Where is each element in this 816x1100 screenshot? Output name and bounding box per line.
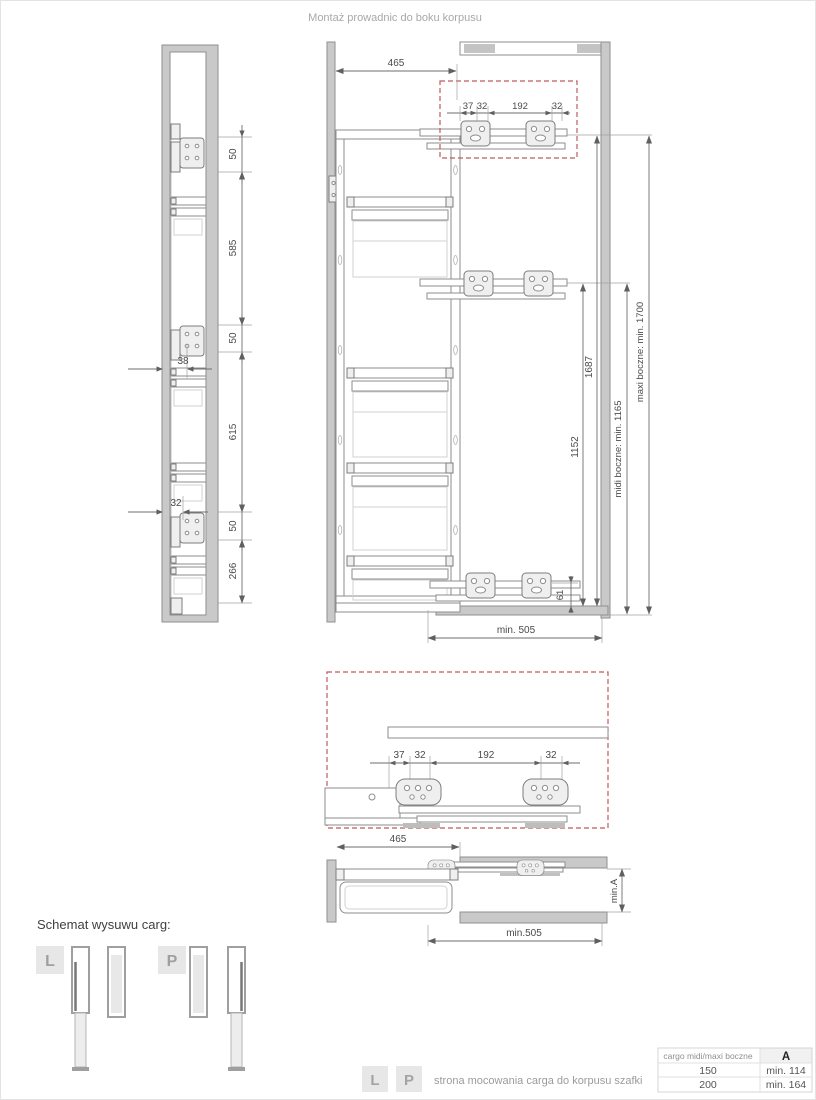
- front-dim-61-label: 61: [555, 589, 566, 601]
- detail-dim-192-label: 192: [477, 750, 495, 761]
- front-left-wall: [327, 42, 335, 622]
- front-dim-1687: [584, 136, 597, 606]
- schema-unit-P-closed: [190, 947, 207, 1017]
- front-dim-min505-label: min. 505: [496, 625, 536, 636]
- detail-rails: [399, 806, 580, 828]
- top-slide-rail: [420, 121, 567, 149]
- side-bracket-middle: [171, 326, 204, 360]
- front-dim-465-label: 465: [387, 58, 405, 69]
- front-dim-maxi: [635, 136, 649, 614]
- side-dim-38-label: 38: [177, 356, 189, 367]
- detail-dim-32r-label: 32: [545, 750, 557, 761]
- side-dim-32-label: 32: [170, 498, 182, 509]
- side-dim-50-bot-label: 50: [228, 520, 239, 532]
- spec-table-col2-header: A: [781, 1051, 791, 1063]
- pullout-dim-min505: [428, 923, 602, 946]
- front-dim-465: [336, 58, 457, 100]
- schema-title: Schemat wysuwu carg:: [37, 917, 171, 932]
- front-dim-1152-label: 1152: [570, 436, 581, 458]
- schema-unit-L-pulled: [72, 947, 89, 1071]
- front-dim-32l-label: 32: [476, 101, 488, 112]
- front-view: [327, 42, 652, 643]
- detail-dim-32l-label: 32: [414, 750, 426, 761]
- pullout-dim-465-label: 465: [389, 834, 407, 845]
- side-dim-50-top-label: 50: [228, 148, 239, 160]
- footer-note-text: strona mocowania carga do korpusu szafki: [434, 1075, 643, 1087]
- schema-unit-P-pulled: [228, 947, 245, 1071]
- schema-unit-L-closed: [108, 947, 125, 1017]
- detail-dim-37-label: 37: [393, 750, 405, 761]
- pullout-cabinet-bottom-bar: [460, 912, 607, 923]
- side-dim-585: [228, 172, 242, 325]
- front-dim-32r-label: 32: [551, 101, 563, 112]
- front-dim-midi: [613, 284, 627, 614]
- spec-table-col1-header: cargo midi/maxi boczne: [663, 1051, 753, 1061]
- side-bracket-bottom: [171, 513, 204, 547]
- spec-table-row: 150: [699, 1065, 717, 1077]
- front-dim-192-label: 192: [512, 101, 528, 112]
- front-dim-maxi-label: maxi boczne: min. 1700: [635, 301, 646, 403]
- front-detail-dims: [447, 101, 570, 121]
- cabinet-side-panel: [601, 42, 610, 618]
- detail-view: [325, 672, 608, 828]
- spec-table-row: min. 164: [765, 1079, 807, 1091]
- page-title: Montaż prowadnic do boku korpusu: [308, 12, 482, 24]
- spec-table-row: 200: [699, 1079, 717, 1091]
- cabinet-floor: [436, 606, 608, 615]
- pullout-dim-min505-label: min.505: [506, 928, 542, 939]
- pullout-view: [327, 834, 631, 946]
- detail-panel-section: [388, 727, 608, 738]
- side-dim-266-label: 266: [228, 562, 239, 580]
- footer-note: [362, 1066, 643, 1092]
- pullout-dim-465: [337, 834, 460, 858]
- pullout-dim-minA: [607, 869, 631, 912]
- pullout-wall: [327, 860, 336, 922]
- pullout-dim-minA-label: min.A: [609, 878, 620, 904]
- detail-bracket-right: [523, 779, 568, 805]
- side-extension-lines: [218, 137, 252, 603]
- side-top-clip: [171, 124, 180, 139]
- schema: [36, 917, 245, 1071]
- pullout-cargo: [336, 869, 458, 913]
- front-dim-37-label: 37: [462, 101, 474, 112]
- front-dim-midi-label: midi boczne: min. 1165: [613, 400, 624, 498]
- side-dim-585-label: 585: [228, 239, 239, 257]
- front-dim-1687-label: 1687: [584, 355, 595, 379]
- schema-P-label: P: [166, 953, 178, 970]
- side-dim-615-label: 615: [228, 423, 239, 441]
- side-dim-615: [228, 352, 242, 512]
- side-dim-50-mid-label: 50: [228, 332, 239, 344]
- side-bracket-top: [171, 138, 204, 172]
- footer-P-label: P: [403, 1072, 415, 1089]
- schema-L-label: L: [45, 953, 55, 970]
- spec-table: [658, 1048, 812, 1092]
- spec-table-row: min. 114: [766, 1065, 806, 1077]
- front-dim-1152: [570, 284, 583, 606]
- side-view: [128, 45, 252, 622]
- footer-L-label: L: [370, 1072, 380, 1089]
- side-bottom-clip: [171, 598, 182, 614]
- detail-bracket-left: [396, 779, 441, 805]
- side-dim-266: [228, 540, 242, 603]
